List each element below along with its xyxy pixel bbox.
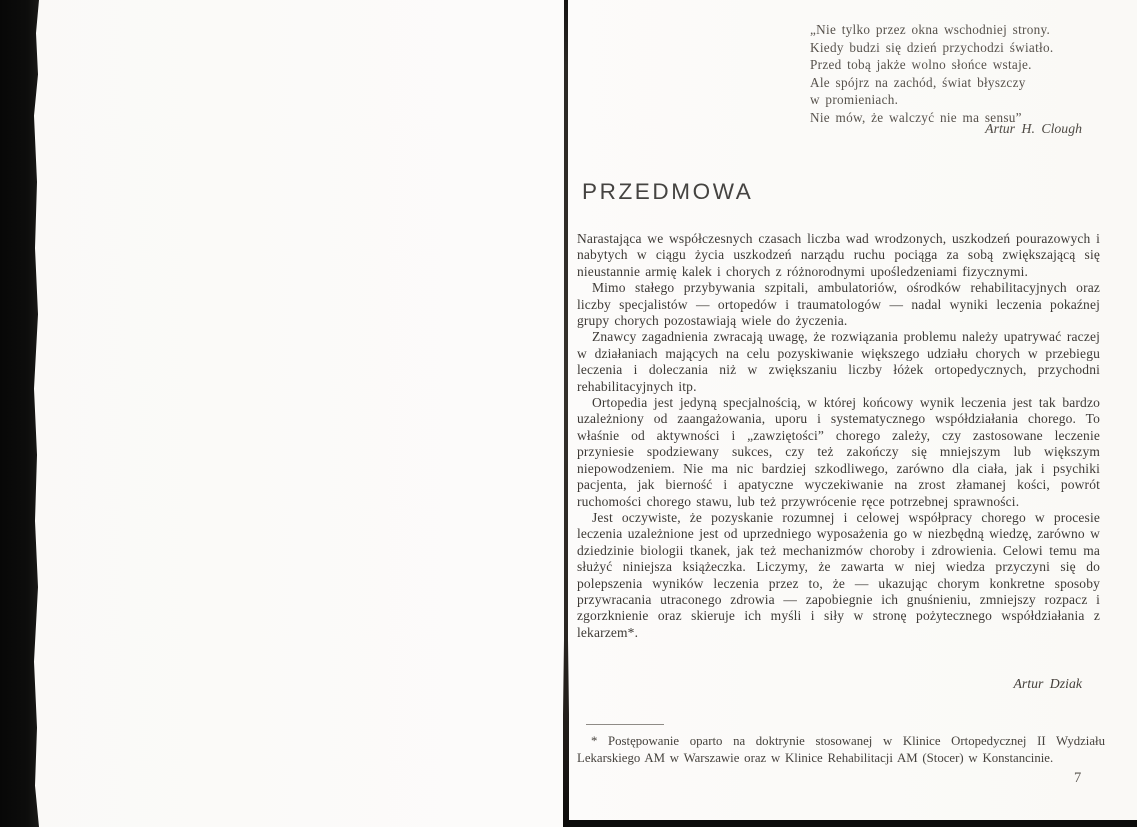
body-paragraph: Narastająca we współczesnych czasach liczba wad wrodzonych, uszkodzeń pourazowych i nabytych w ciągu życia uszkodzeń narządu ruchu pociąga za sobą zwiększającą się nieustannie armię kalek i chorych z różnorodnymi upośledzeniami fizycznymi. (577, 231, 1100, 279)
author-signature-text: Artur Dziak (1013, 676, 1082, 691)
epigraph-line: Ale spójrz na zachód, świat błyszczy (810, 74, 1026, 90)
left-scan-edge-bar (0, 0, 40, 827)
epigraph-line: „Nie tylko przez okna wschodniej strony. (810, 22, 1051, 37)
body-paragraph: Znawcy zagadnienia zwracają uwagę, że rozwiązania problemu należy upatrywać raczej w działaniach mających na celu pozyskiwanie większego udziału chorych w przebiegu leczenia i doleczania niż w zwiększaniu liczby łóżek ortopedycznych, przychodni rehabilitacyjnych itp. (577, 329, 1100, 394)
footnote-text: * Postępowanie oparto na doktrynie stosowanej w Klinice Ortopedycznej II Wydziału Lekarskiego AM w Warszawie oraz w Klinice Rehabilitacji AM (Stocer) w Konstancinie. (577, 734, 1105, 765)
book-spine-shadow-bottom (563, 640, 569, 827)
epigraph-attribution: Artur H. Clough (985, 121, 1082, 136)
epigraph-line: Przed tobą jakże wolno słońce wstaje. (810, 57, 1032, 73)
preface-body (577, 231, 1100, 641)
epigraph-poem (810, 21, 1110, 127)
epigraph-line: Nie mów, że walczyć nie ma sensu” (810, 109, 1022, 125)
bottom-scan-edge-bar (566, 820, 1137, 827)
epigraph-line: Kiedy budzi się dzień przychodzi światło. (810, 39, 1054, 55)
body-paragraph: Mimo stałego przybywania szpitali, ambulatoriów, ośrodków rehabilitacyjnych oraz liczby specjalistów — ortopedów i traumatologów — nadal wyniki leczenia pokaźnej grupy chorych pozostawiają wiele do życzenia. (577, 280, 1100, 329)
epigraph-line: w promieniach. (810, 92, 899, 108)
chapter-heading: PRZEDMOWA (582, 179, 754, 204)
body-paragraph: Ortopedia jest jedyną specjalnością, w której końcowy wynik leczenia jest tak bardzo uzależniony od zaangażowania, uporu i systematycznego współdziałania chorego. To właśnie od aktywności i „zawziętości” chorego zależy, czy zastosowane leczenie przyniesie spodziewany sukces, czy też zakończy się mniejszym lub większym niepowodzeniem. Nie ma nic bardziej szkodliwego, zarówno dla ciała, jak i psychiki pacjenta, jak bierność i apatyczne wyczekiwanie na zrost złamanej kości, powrót ruchomości chorego stawu, lub też przywrócenie ręce potrzebnej sprawności. (577, 395, 1100, 509)
body-paragraph: Jest oczywiste, że pozyskanie rozumnej i celowej współpracy chorego w procesie leczenia uzależnione jest od uprzedniego wyposażenia go w niezbędną wiedzę, zarówno w dziedzinie biologii tkanek, jak też mechanizmów choroby i zdrowienia. Celowi temu ma służyć niniejsza książeczka. Liczymy, że zawarta w niej wiedza przyczyni się do polepszenia wyników leczenia przez to, że — ukazując chorym konkretne sposoby przywracania utraconego zdrowia — zapobiegnie ich gnuśnieniu, zmniejszy rozpacz i zgorzknienie oraz skieruje ich myśli i siły w stronę pożytecznego współdziałania z lekarzem*. (577, 509, 1100, 640)
footnote-divider-rule (586, 724, 664, 725)
page-number: 7 (1074, 770, 1082, 786)
author-signature (577, 676, 1100, 692)
